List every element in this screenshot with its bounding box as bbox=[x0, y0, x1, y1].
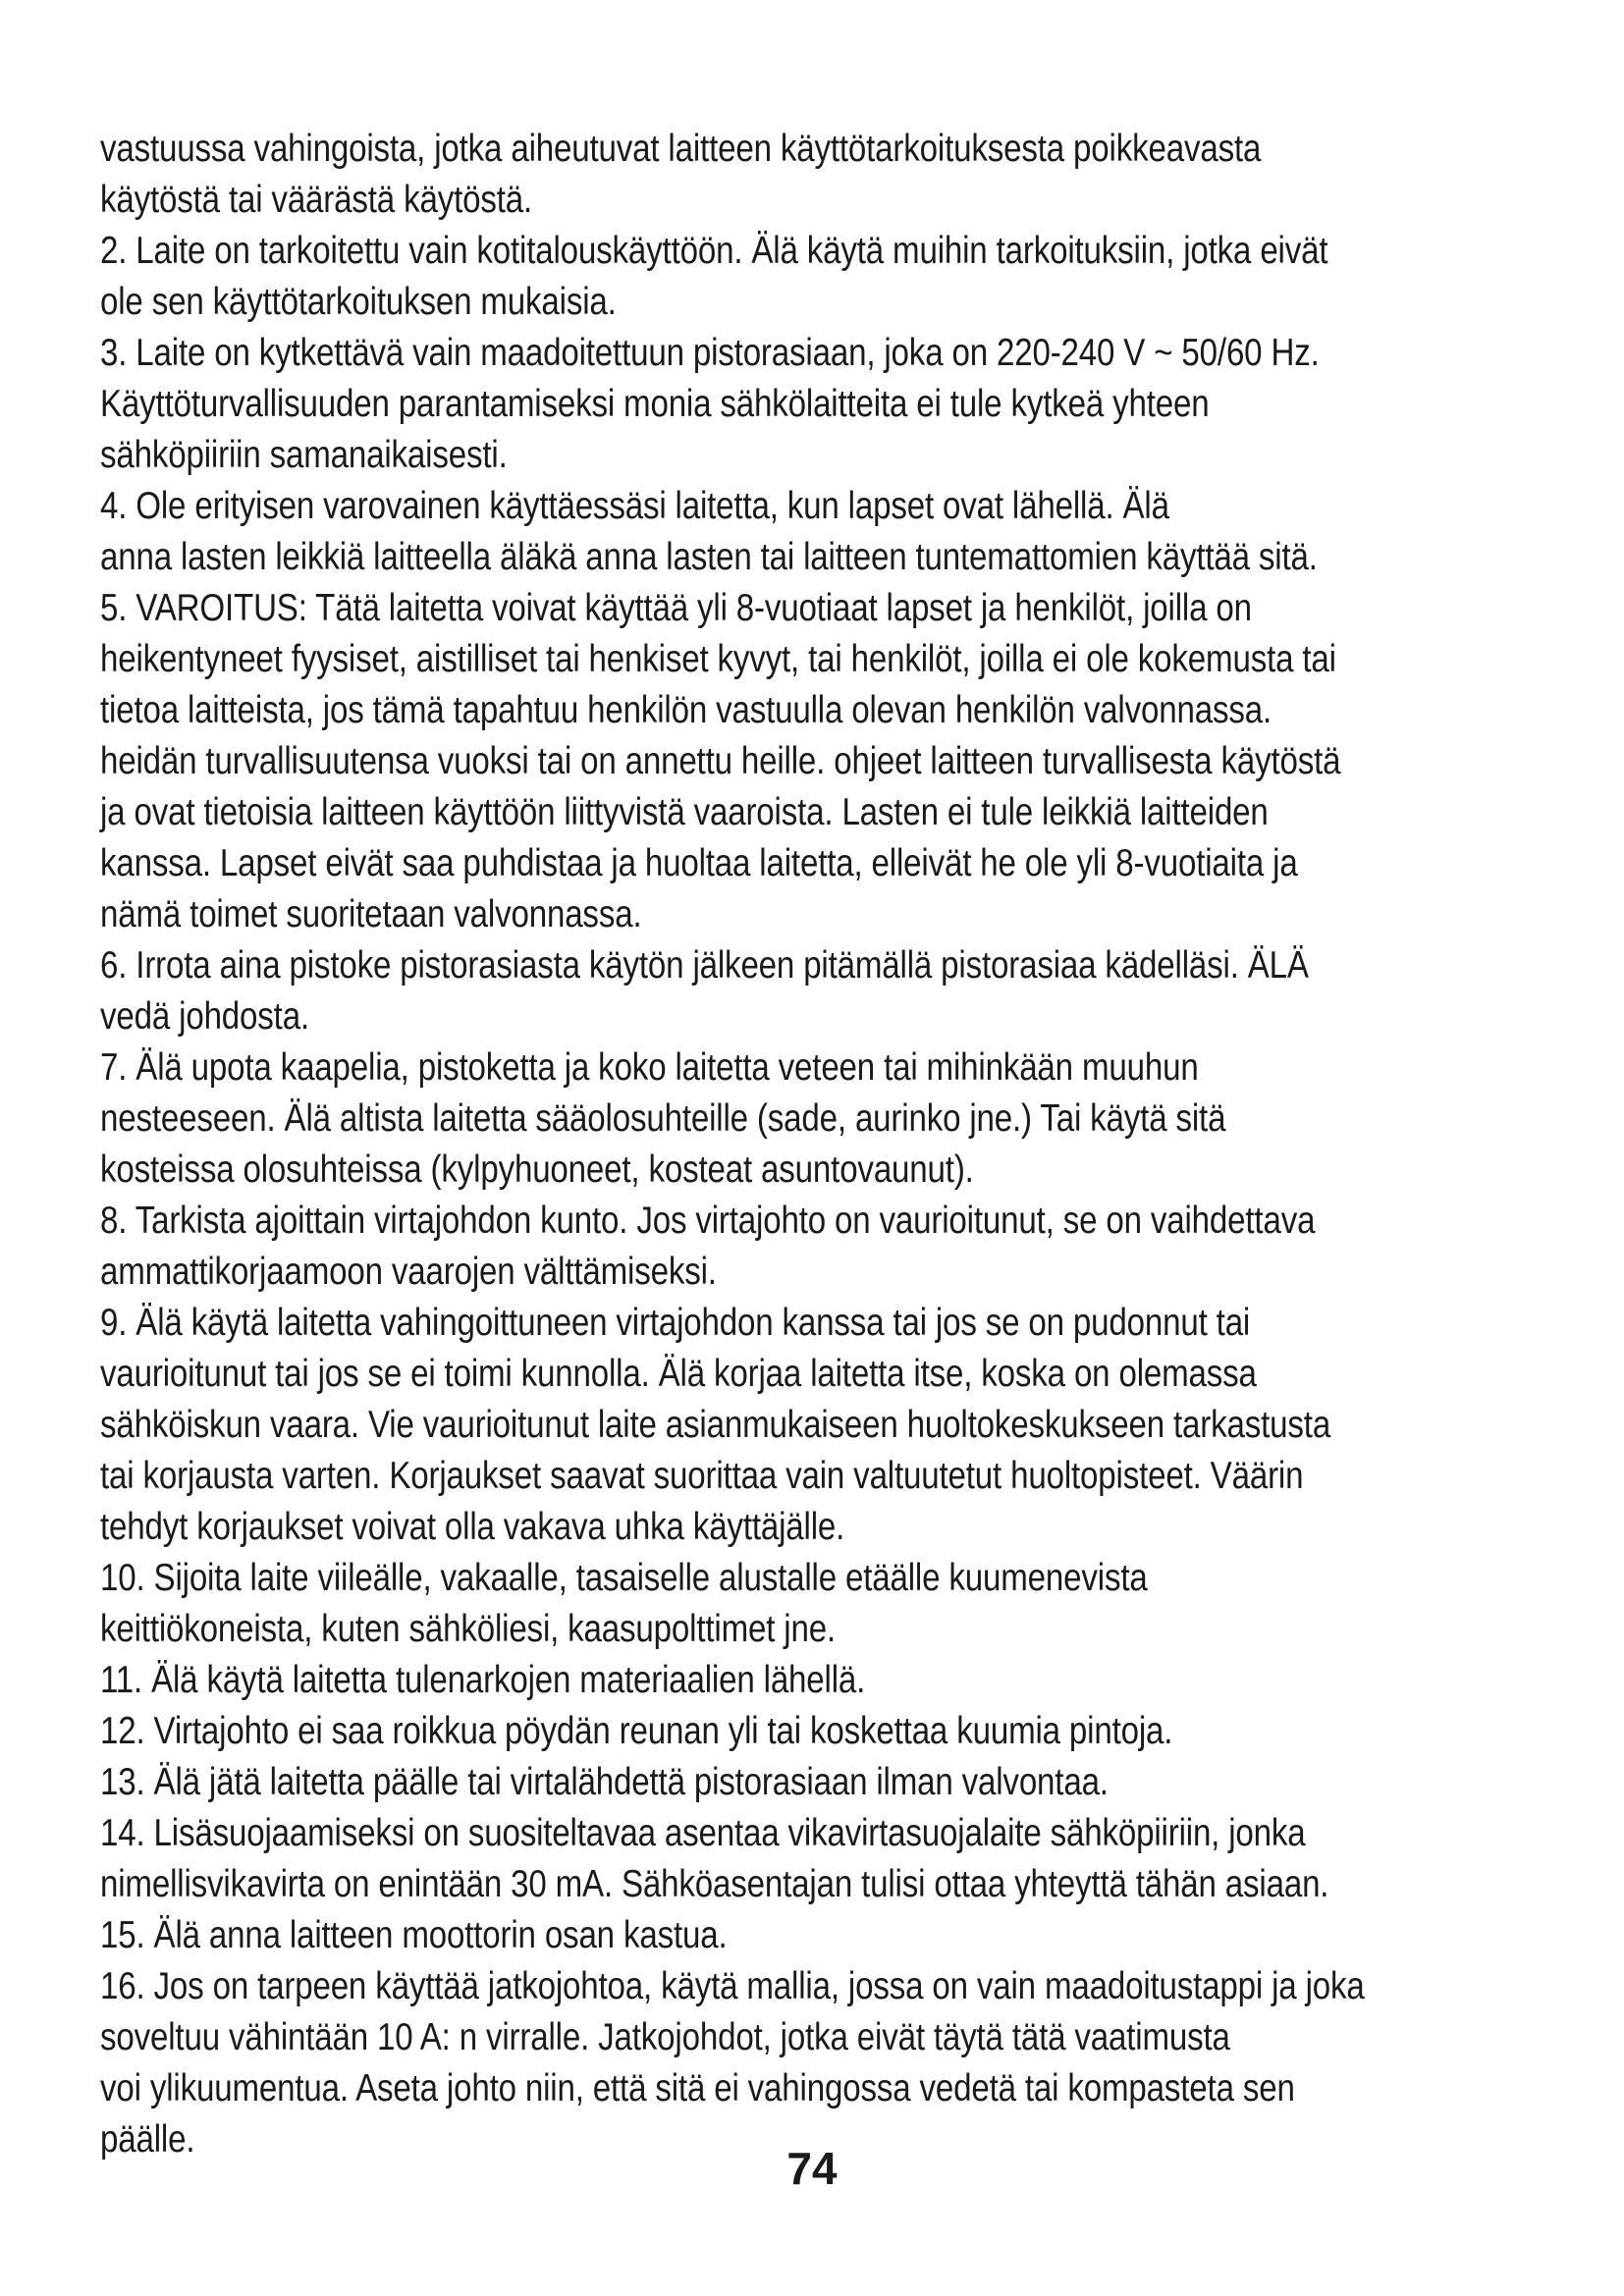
text-line: 12. Virtajohto ei saa roikkua pöydän reunan yli tai koskettaa kuumia pintoja. bbox=[100, 1710, 1173, 1752]
page-body-text bbox=[100, 124, 1534, 2165]
text-line: 14. Lisäsuojaamiseksi on suositeltavaa asentaa vikavirtasuojalaite sähköpiiriin, jonka bbox=[100, 1812, 1306, 1854]
text-line: ammattikorjaamoon vaarojen välttämiseksi. bbox=[100, 1251, 717, 1293]
text-line: 11. Älä käytä laitetta tulenarkojen materiaalien lähellä. bbox=[100, 1659, 866, 1701]
text-line: 3. Laite on kytkettävä vain maadoitettuun pistorasiaan, joka on 220-240 V ~ 50/60 Hz. bbox=[100, 332, 1320, 374]
text-line: tehdyt korjaukset voivat olla vakava uhka käyttäjälle. bbox=[100, 1506, 845, 1548]
text-line: heikentyneet fyysiset, aistilliset tai henkiset kyvyt, tai henkilöt, joilla ei ole kokemusta tai bbox=[100, 638, 1336, 680]
text-line: 2. Laite on tarkoitettu vain kotitalouskäyttöön. Älä käytä muihin tarkoituksiin, jotka eivät bbox=[100, 230, 1328, 272]
text-line: 9. Älä käytä laitetta vahingoittuneen virtajohdon kanssa tai jos se on pudonnut tai bbox=[100, 1302, 1251, 1344]
text-line: soveltuu vähintään 10 A: n virralle. Jatkojohdot, jotka eivät täytä tätä vaatimusta bbox=[100, 2016, 1230, 2058]
text-line: 6. Irrota aina pistoke pistorasiasta käytön jälkeen pitämällä pistorasiaa kädelläsi. ÄLÄ bbox=[100, 944, 1309, 987]
text-line: kosteissa olosuhteissa (kylpyhuoneet, kosteat asuntovaunut). bbox=[100, 1148, 974, 1191]
page-number: 74 bbox=[786, 2143, 838, 2194]
text-line: 4. Ole erityisen varovainen käyttäessäsi laitetta, kun lapset ovat lähellä. Älä bbox=[100, 485, 1169, 527]
text-line: tai korjausta varten. Korjaukset saavat suorittaa vain valtuutetut huoltopisteet. Väärin bbox=[100, 1455, 1304, 1497]
text-line: 5. VAROITUS: Tätä laitetta voivat käyttää yli 8-vuotiaat lapset ja henkilöt, joilla on bbox=[100, 587, 1252, 629]
text-line: vaurioitunut tai jos se ei toimi kunnolla. Älä korjaa laitetta itse, koska on olemassa bbox=[100, 1353, 1257, 1395]
text-line: kanssa. Lapset eivät saa puhdistaa ja huoltaa laitetta, elleivät he ole yli 8-vuotiaita ja bbox=[100, 842, 1298, 884]
text-line: sähköpiiriin samanaikaisesti. bbox=[100, 434, 508, 476]
text-line: keittiökoneista, kuten sähköliesi, kaasupolttimet jne. bbox=[100, 1608, 836, 1650]
text-line: 15. Älä anna laitteen moottorin osan kastua. bbox=[100, 1914, 728, 1956]
text-line: 10. Sijoita laite viileälle, vakaalle, tasaiselle alustalle etäälle kuumenevista bbox=[100, 1557, 1148, 1599]
text-line: voi ylikuumentua. Aseta johto niin, että sitä ei vahingossa vedetä tai kompasteta sen bbox=[100, 2067, 1295, 2109]
text-line: ja ovat tietoisia laitteen käyttöön liittyvistä vaaroista. Lasten ei tule leikkiä laitteiden bbox=[100, 791, 1269, 833]
text-line: heidän turvallisuutensa vuoksi tai on annettu heille. ohjeet laitteen turvallisesta käytöstä bbox=[100, 740, 1341, 782]
text-line: nimellisvikavirta on enintään 30 mA. Sähköasentajan tulisi ottaa yhteyttä tähän asiaan. bbox=[100, 1863, 1329, 1905]
text-line: Käyttöturvallisuuden parantamiseksi monia sähkölaitteita ei tule kytkeä yhteen bbox=[100, 383, 1210, 425]
text-line: päälle. bbox=[100, 2118, 195, 2161]
text-line: ole sen käyttötarkoituksen mukaisia. bbox=[100, 281, 617, 323]
text-line: sähköiskun vaara. Vie vaurioitunut laite asianmukaiseen huoltokeskukseen tarkastusta bbox=[100, 1404, 1331, 1446]
text-line: vastuussa vahingoista, jotka aiheutuvat laitteen käyttötarkoituksesta poikkeavasta bbox=[100, 128, 1262, 170]
text-line: tietoa laitteista, jos tämä tapahtuu henkilön vastuulla olevan henkilön valvonnassa. bbox=[100, 689, 1272, 731]
text-line: nämä toimet suoritetaan valvonnassa. bbox=[100, 893, 642, 935]
text-line: 8. Tarkista ajoittain virtajohdon kunto. Jos virtajohto on vaurioitunut, se on vaihdettava bbox=[100, 1200, 1316, 1242]
text-line: 13. Älä jätä laitetta päälle tai virtalähdettä pistorasiaan ilman valvontaa. bbox=[100, 1761, 1109, 1803]
text-line: käytöstä tai väärästä käytöstä. bbox=[100, 179, 533, 221]
text-line: vedä johdosta. bbox=[100, 995, 309, 1038]
text-line: nesteeseen. Älä altista laitetta sääolosuhteille (sade, aurinko jne.) Tai käytä sitä bbox=[100, 1097, 1226, 1140]
text-line: 16. Jos on tarpeen käyttää jatkojohtoa, käytä mallia, jossa on vain maadoitustappi ja joka bbox=[100, 1965, 1365, 2007]
text-line: 7. Älä upota kaapelia, pistoketta ja koko laitetta veteen tai mihinkään muuhun bbox=[100, 1046, 1199, 1089]
text-line: anna lasten leikkiä laitteella äläkä anna lasten tai laitteen tuntemattomien käyttää sitä. bbox=[100, 536, 1318, 578]
